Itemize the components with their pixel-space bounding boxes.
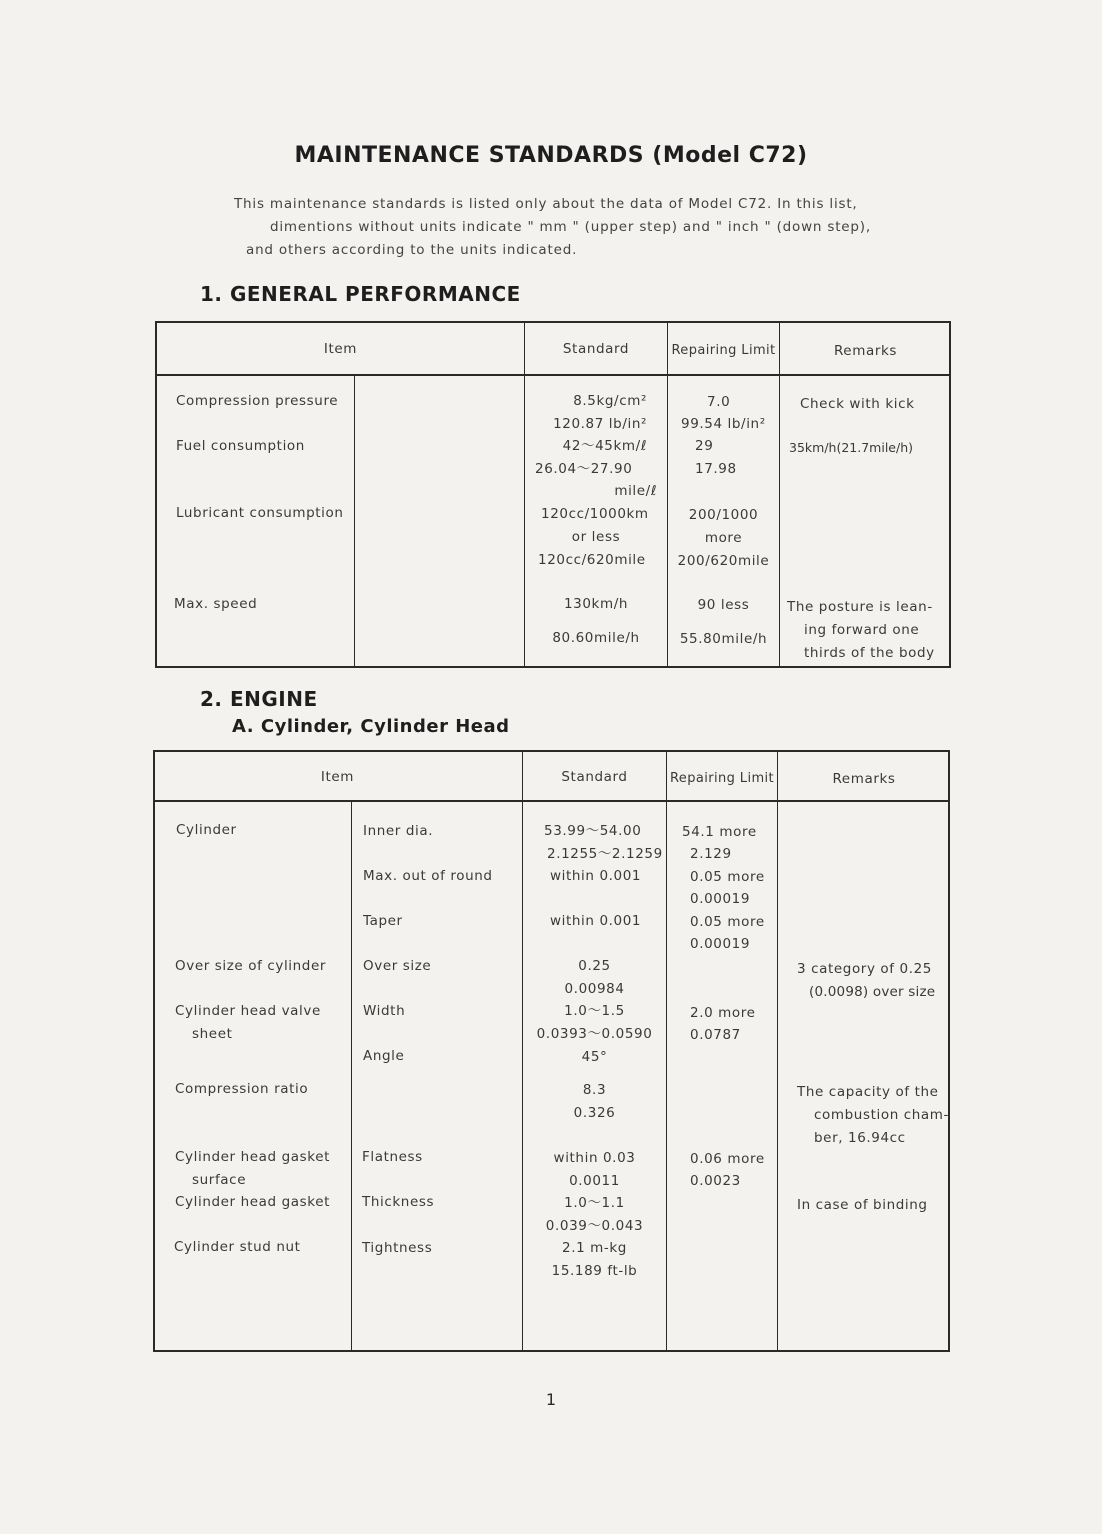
standard-value: 2.1255～2.1259 xyxy=(547,846,663,862)
sub-item-label: Thickness xyxy=(362,1194,435,1210)
limit-value: 0.0787 xyxy=(690,1027,741,1043)
remark-text: ing forward one xyxy=(804,622,920,638)
intro-line-1: This maintenance standards is listed only about the data of Model C72. In this list, xyxy=(234,196,858,212)
limit-value: 54.1 more xyxy=(682,824,757,840)
standard-value: 8.3 xyxy=(582,1082,607,1098)
limit-value: 0.05 more xyxy=(690,869,765,885)
remark-text: In case of binding xyxy=(797,1197,928,1213)
remark-text: thirds of the body xyxy=(804,645,935,661)
page-number: 1 xyxy=(545,1390,557,1409)
standard-value: 120cc/620mile xyxy=(538,552,646,568)
remark-text: ber, 16.94cc xyxy=(814,1130,906,1146)
standard-value: within 0.001 xyxy=(550,913,642,929)
limit-value: more xyxy=(704,530,743,546)
remark-text: combustion cham- xyxy=(814,1107,950,1123)
header-item: Item xyxy=(320,769,355,785)
limit-value: 2.0 more xyxy=(690,1005,756,1021)
limit-value: 0.00019 xyxy=(690,891,751,907)
limit-value: 55.80mile/h xyxy=(679,631,768,647)
remark-text: 3 category of 0.25 xyxy=(797,961,932,977)
standard-value: within 0.001 xyxy=(550,868,642,884)
standard-value: 1.0～1.5 xyxy=(564,1003,625,1019)
row-item-label: Cylinder head gasket xyxy=(175,1194,330,1210)
sub-item-label: Width xyxy=(363,1003,406,1019)
row-item-label: Compression pressure xyxy=(176,393,339,409)
row-item-label: Lubricant consumption xyxy=(176,505,344,521)
limit-value: 2.129 xyxy=(690,846,732,862)
row-item-label: Cylinder head valve xyxy=(175,1003,321,1019)
sub-item-label: Max. out of round xyxy=(363,868,493,884)
row-item-label: Cylinder xyxy=(176,822,237,838)
header-standard: Standard xyxy=(562,341,630,357)
row-item-label: Cylinder stud nut xyxy=(174,1239,301,1255)
page-title: MAINTENANCE STANDARDS (Model C72) xyxy=(294,143,808,168)
sub-item-label: Flatness xyxy=(362,1149,423,1165)
standard-value: 0.039～0.043 xyxy=(545,1218,644,1234)
row-item-label: Max. speed xyxy=(174,596,258,612)
standard-value: within 0.03 xyxy=(553,1150,636,1166)
row-item-label: sheet xyxy=(192,1026,233,1042)
standard-value: 120.87 lb/in² xyxy=(553,416,647,432)
header-repairing-limit: Repairing Limit xyxy=(669,771,775,786)
standard-value: 0.0393～0.0590 xyxy=(536,1026,653,1042)
row-item-label: Over size of cylinder xyxy=(175,958,327,974)
standard-value: 120cc/1000km xyxy=(541,506,649,522)
remark-text: 35km/h(21.7mile/h) xyxy=(789,440,913,455)
intro-line-3: and others according to the units indicated. xyxy=(246,242,578,258)
header-divider xyxy=(155,800,948,802)
column-divider xyxy=(777,752,778,1350)
remark-text: Check with kick xyxy=(800,396,915,412)
standard-value: 130km/h xyxy=(563,596,629,612)
intro-line-2: dimentions without units indicate " mm " (upper step) and " inch " (down step), xyxy=(270,219,871,235)
sub-item-label: Angle xyxy=(363,1048,405,1064)
header-remarks: Remarks xyxy=(832,771,896,787)
limit-value: 0.06 more xyxy=(690,1151,765,1167)
header-repairing-limit: Repairing Limit xyxy=(671,343,776,358)
row-item-label: Cylinder head gasket xyxy=(175,1149,330,1165)
standard-value: 0.326 xyxy=(573,1105,616,1121)
section-2-heading: 2. ENGINE xyxy=(200,687,318,711)
column-divider xyxy=(779,323,780,666)
row-item-label: Fuel consumption xyxy=(176,438,305,454)
sub-item-label: Inner dia. xyxy=(363,823,434,839)
limit-value: 7.0 xyxy=(707,394,731,410)
section-2a-heading: A. Cylinder, Cylinder Head xyxy=(232,716,510,737)
sub-item-label: Over size xyxy=(363,958,432,974)
limit-value: 0.05 more xyxy=(690,914,765,930)
sub-item-label: Taper xyxy=(363,913,403,929)
header-item: Item xyxy=(323,341,358,357)
limit-value: 29 xyxy=(695,438,714,454)
standard-value: 1.0～1.1 xyxy=(564,1195,625,1211)
limit-value: 90 less xyxy=(697,597,750,613)
standard-value: 0.0011 xyxy=(569,1173,620,1189)
standard-value: 80.60mile/h xyxy=(552,630,640,646)
standard-value: 2.1 m-kg xyxy=(562,1240,627,1256)
standard-value: 26.04～27.90 xyxy=(535,461,633,477)
section-1-heading: 1. GENERAL PERFORMANCE xyxy=(200,282,521,306)
column-divider xyxy=(666,752,667,1350)
column-divider xyxy=(351,802,352,1350)
general-performance-table xyxy=(155,321,951,668)
standard-value: mile/ℓ xyxy=(614,483,657,499)
limit-value: 99.54 lb/in² xyxy=(681,416,766,432)
limit-value: 200/1000 xyxy=(688,507,759,523)
standard-value: or less xyxy=(571,529,621,545)
standard-value: 0.00984 xyxy=(564,981,625,997)
intro-paragraph xyxy=(0,193,1102,262)
standard-value: 45° xyxy=(581,1049,608,1065)
remark-text: (0.0098) over size xyxy=(809,984,936,1000)
column-divider xyxy=(354,376,355,666)
standard-value: 42～45km/ℓ xyxy=(562,438,647,454)
row-item-label: surface xyxy=(192,1172,247,1188)
standard-value: 8.5kg/cm² xyxy=(573,393,647,409)
standard-value: 15.189 ft-lb xyxy=(551,1263,638,1279)
cylinder-head-table xyxy=(153,750,950,1352)
sub-item-label: Tightness xyxy=(362,1240,433,1256)
header-remarks: Remarks xyxy=(833,343,898,359)
row-item-label: Compression ratio xyxy=(175,1081,309,1097)
remark-text: The posture is lean- xyxy=(787,599,933,615)
header-divider xyxy=(157,374,949,376)
limit-value: 0.0023 xyxy=(690,1173,741,1189)
limit-value: 0.00019 xyxy=(690,936,751,952)
remark-text: The capacity of the xyxy=(797,1084,939,1100)
header-standard: Standard xyxy=(561,769,628,785)
standard-value: 53.99～54.00 xyxy=(544,823,642,839)
standard-value: 0.25 xyxy=(578,958,611,974)
limit-value: 17.98 xyxy=(695,461,737,477)
limit-value: 200/620mile xyxy=(677,553,770,569)
